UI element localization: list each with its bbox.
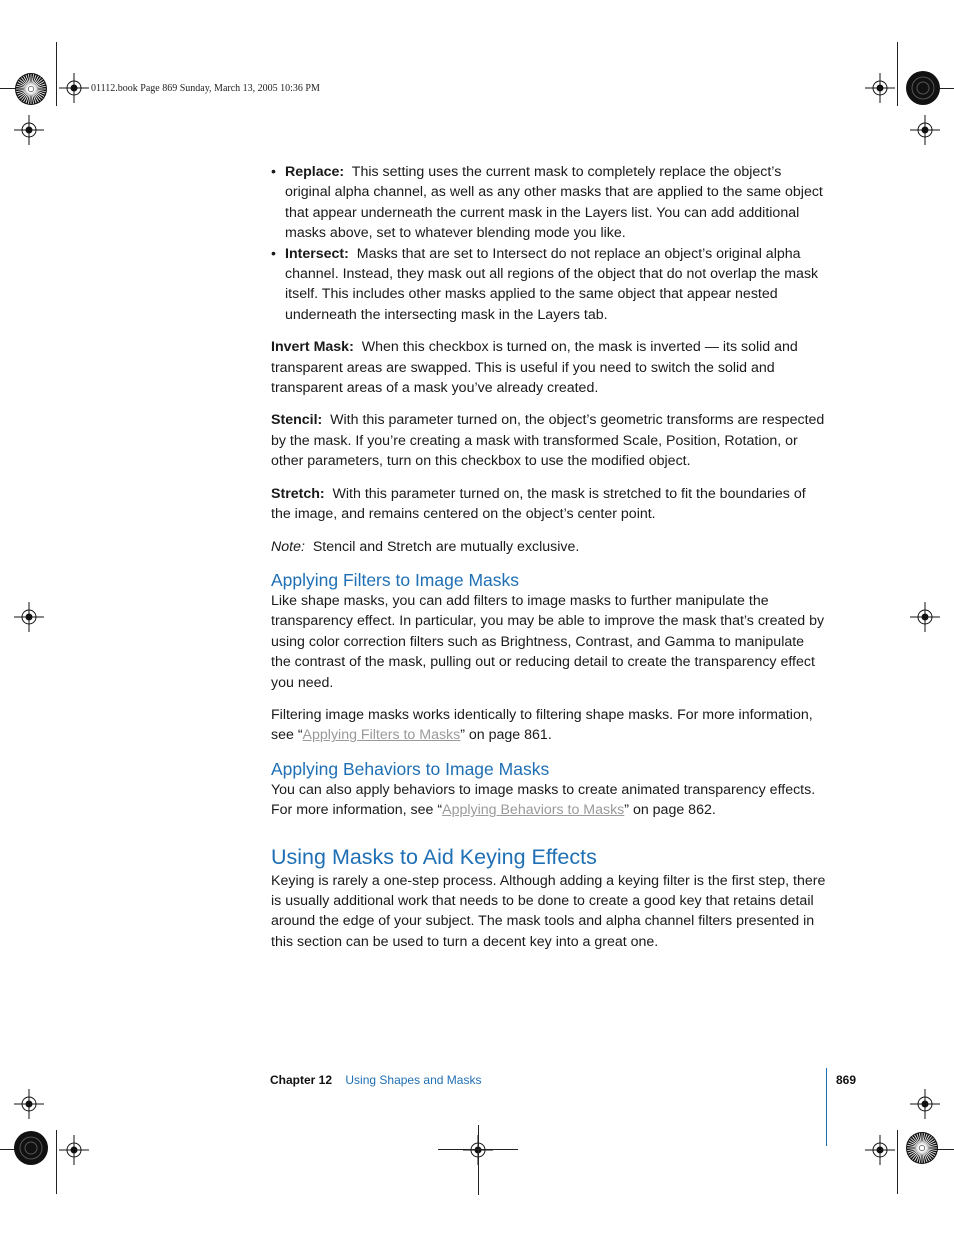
registration-mark-icon xyxy=(59,1135,89,1165)
list-item-term: Intersect: xyxy=(285,245,349,262)
note-label: Note: xyxy=(271,538,305,555)
registration-mark-icon xyxy=(910,1089,940,1119)
note xyxy=(271,537,827,557)
blend-mode-list xyxy=(271,162,827,325)
param-stretch xyxy=(271,484,827,525)
list-item xyxy=(271,244,827,326)
crop-mark-icon xyxy=(478,1125,479,1195)
list-item-text: Masks that are set to Intersect do not replace an object’s original alpha channel. Instead, they mask out all regions of the object that do not overlap the mask itself. This includes other masks applied to the same object that appear nested underneath the intersecting mask in the Layers tab. xyxy=(285,245,819,323)
crop-mark-icon xyxy=(897,1130,898,1194)
param-text: When this checkbox is turned on, the mask is inverted — its solid and transparent areas are swapped. This is useful if you need to switch the solid and transparent areas of a mask you’ve already created. xyxy=(271,339,798,397)
print-slug: 01112.book Page 869 Sunday, March 13, 2005 10:36 PM xyxy=(91,83,320,94)
color-wheel-icon xyxy=(13,1130,49,1166)
xref-prefix: You can also apply behaviors to image masks to create animated transparency effects. For more information, see “ xyxy=(271,781,816,819)
xref-link-filters[interactable]: Applying Filters to Masks xyxy=(302,727,461,744)
xref-prefix: Filtering image masks works identically to filtering shape masks. For more information, see “ xyxy=(271,706,813,744)
page-number: 869 xyxy=(836,1073,857,1087)
param-term: Invert Mask: xyxy=(271,339,354,356)
filters-paragraph: Like shape masks, you can add filters to image masks to further manipulate the transparency effect. In particular, you may be able to improve the mask that’s created by using color correction filters such as Brightness, Contrast, and Gamma to manipulate the contrast of the mask, pulling out or reducing detail to create the transparency effect you need. xyxy=(271,592,825,691)
param-term: Stencil: xyxy=(271,412,323,429)
color-wheel-icon xyxy=(905,1131,939,1165)
crop-mark-icon xyxy=(56,1130,57,1194)
filters-xref-paragraph xyxy=(271,705,827,746)
footer-divider xyxy=(826,1068,827,1146)
xref-suffix: ” on page 862. xyxy=(624,802,716,819)
list-item-term: Replace: xyxy=(285,164,345,180)
param-text: With this parameter turned on, the object’s geometric transforms are respected by the mask. If you’re creating a mask with transformed Scale, Position, Rotation, or other parameters, turn on this checkbox to use the modified object. xyxy=(271,412,825,470)
list-item xyxy=(271,162,827,244)
list-item-text: This setting uses the current mask to completely replace the object’s original alpha channel, as well as any other masks that are applied to the same object that appear underneath the current mask in the Layers list. You can add additional masks above, set to whatever blending mode you like. xyxy=(285,164,823,242)
footer-chapter-title: Using Shapes and Masks xyxy=(345,1073,482,1087)
heading-applying-behaviors: Applying Behaviors to Image Masks xyxy=(271,758,550,779)
footer-chapter-number: Chapter 12 xyxy=(270,1073,333,1087)
registration-mark-icon xyxy=(910,115,940,145)
heading-applying-filters: Applying Filters to Image Masks xyxy=(271,569,520,590)
xref-link-behaviors[interactable]: Applying Behaviors to Masks xyxy=(442,802,625,819)
xref-suffix: ” on page 861. xyxy=(460,727,552,744)
registration-mark-icon xyxy=(910,602,940,632)
color-wheel-icon xyxy=(14,72,48,106)
param-invert-mask xyxy=(271,337,827,398)
keying-paragraph: Keying is rarely a one-step process. Although adding a keying filter is the first step, there is usually additional work that needs to be done to create a good key that retains detail around the edge of your subject. The mask tools and alpha channel filters presented in this section can be used to turn a decent key into a great one. xyxy=(271,872,826,950)
registration-mark-icon xyxy=(14,1089,44,1119)
note-text: Stencil and Stretch are mutually exclusive. xyxy=(312,538,580,555)
registration-mark-icon xyxy=(865,73,895,103)
behaviors-paragraph xyxy=(271,780,827,821)
footer-chapter xyxy=(270,1073,481,1087)
registration-mark-icon xyxy=(14,602,44,632)
heading-using-masks-keying: Using Masks to Aid Keying Effects xyxy=(271,844,597,869)
param-text: With this parameter turned on, the mask is stretched to fit the boundaries of the image, and remains centered on the object’s center point. xyxy=(271,485,806,523)
color-wheel-icon xyxy=(905,70,941,106)
param-term: Stretch: xyxy=(271,485,325,502)
param-stencil xyxy=(271,410,827,471)
registration-mark-icon xyxy=(865,1135,895,1165)
crop-mark-icon xyxy=(897,42,898,106)
registration-mark-icon xyxy=(59,73,89,103)
registration-mark-icon xyxy=(14,115,44,145)
page-content xyxy=(271,162,827,952)
crop-mark-icon xyxy=(56,42,57,106)
